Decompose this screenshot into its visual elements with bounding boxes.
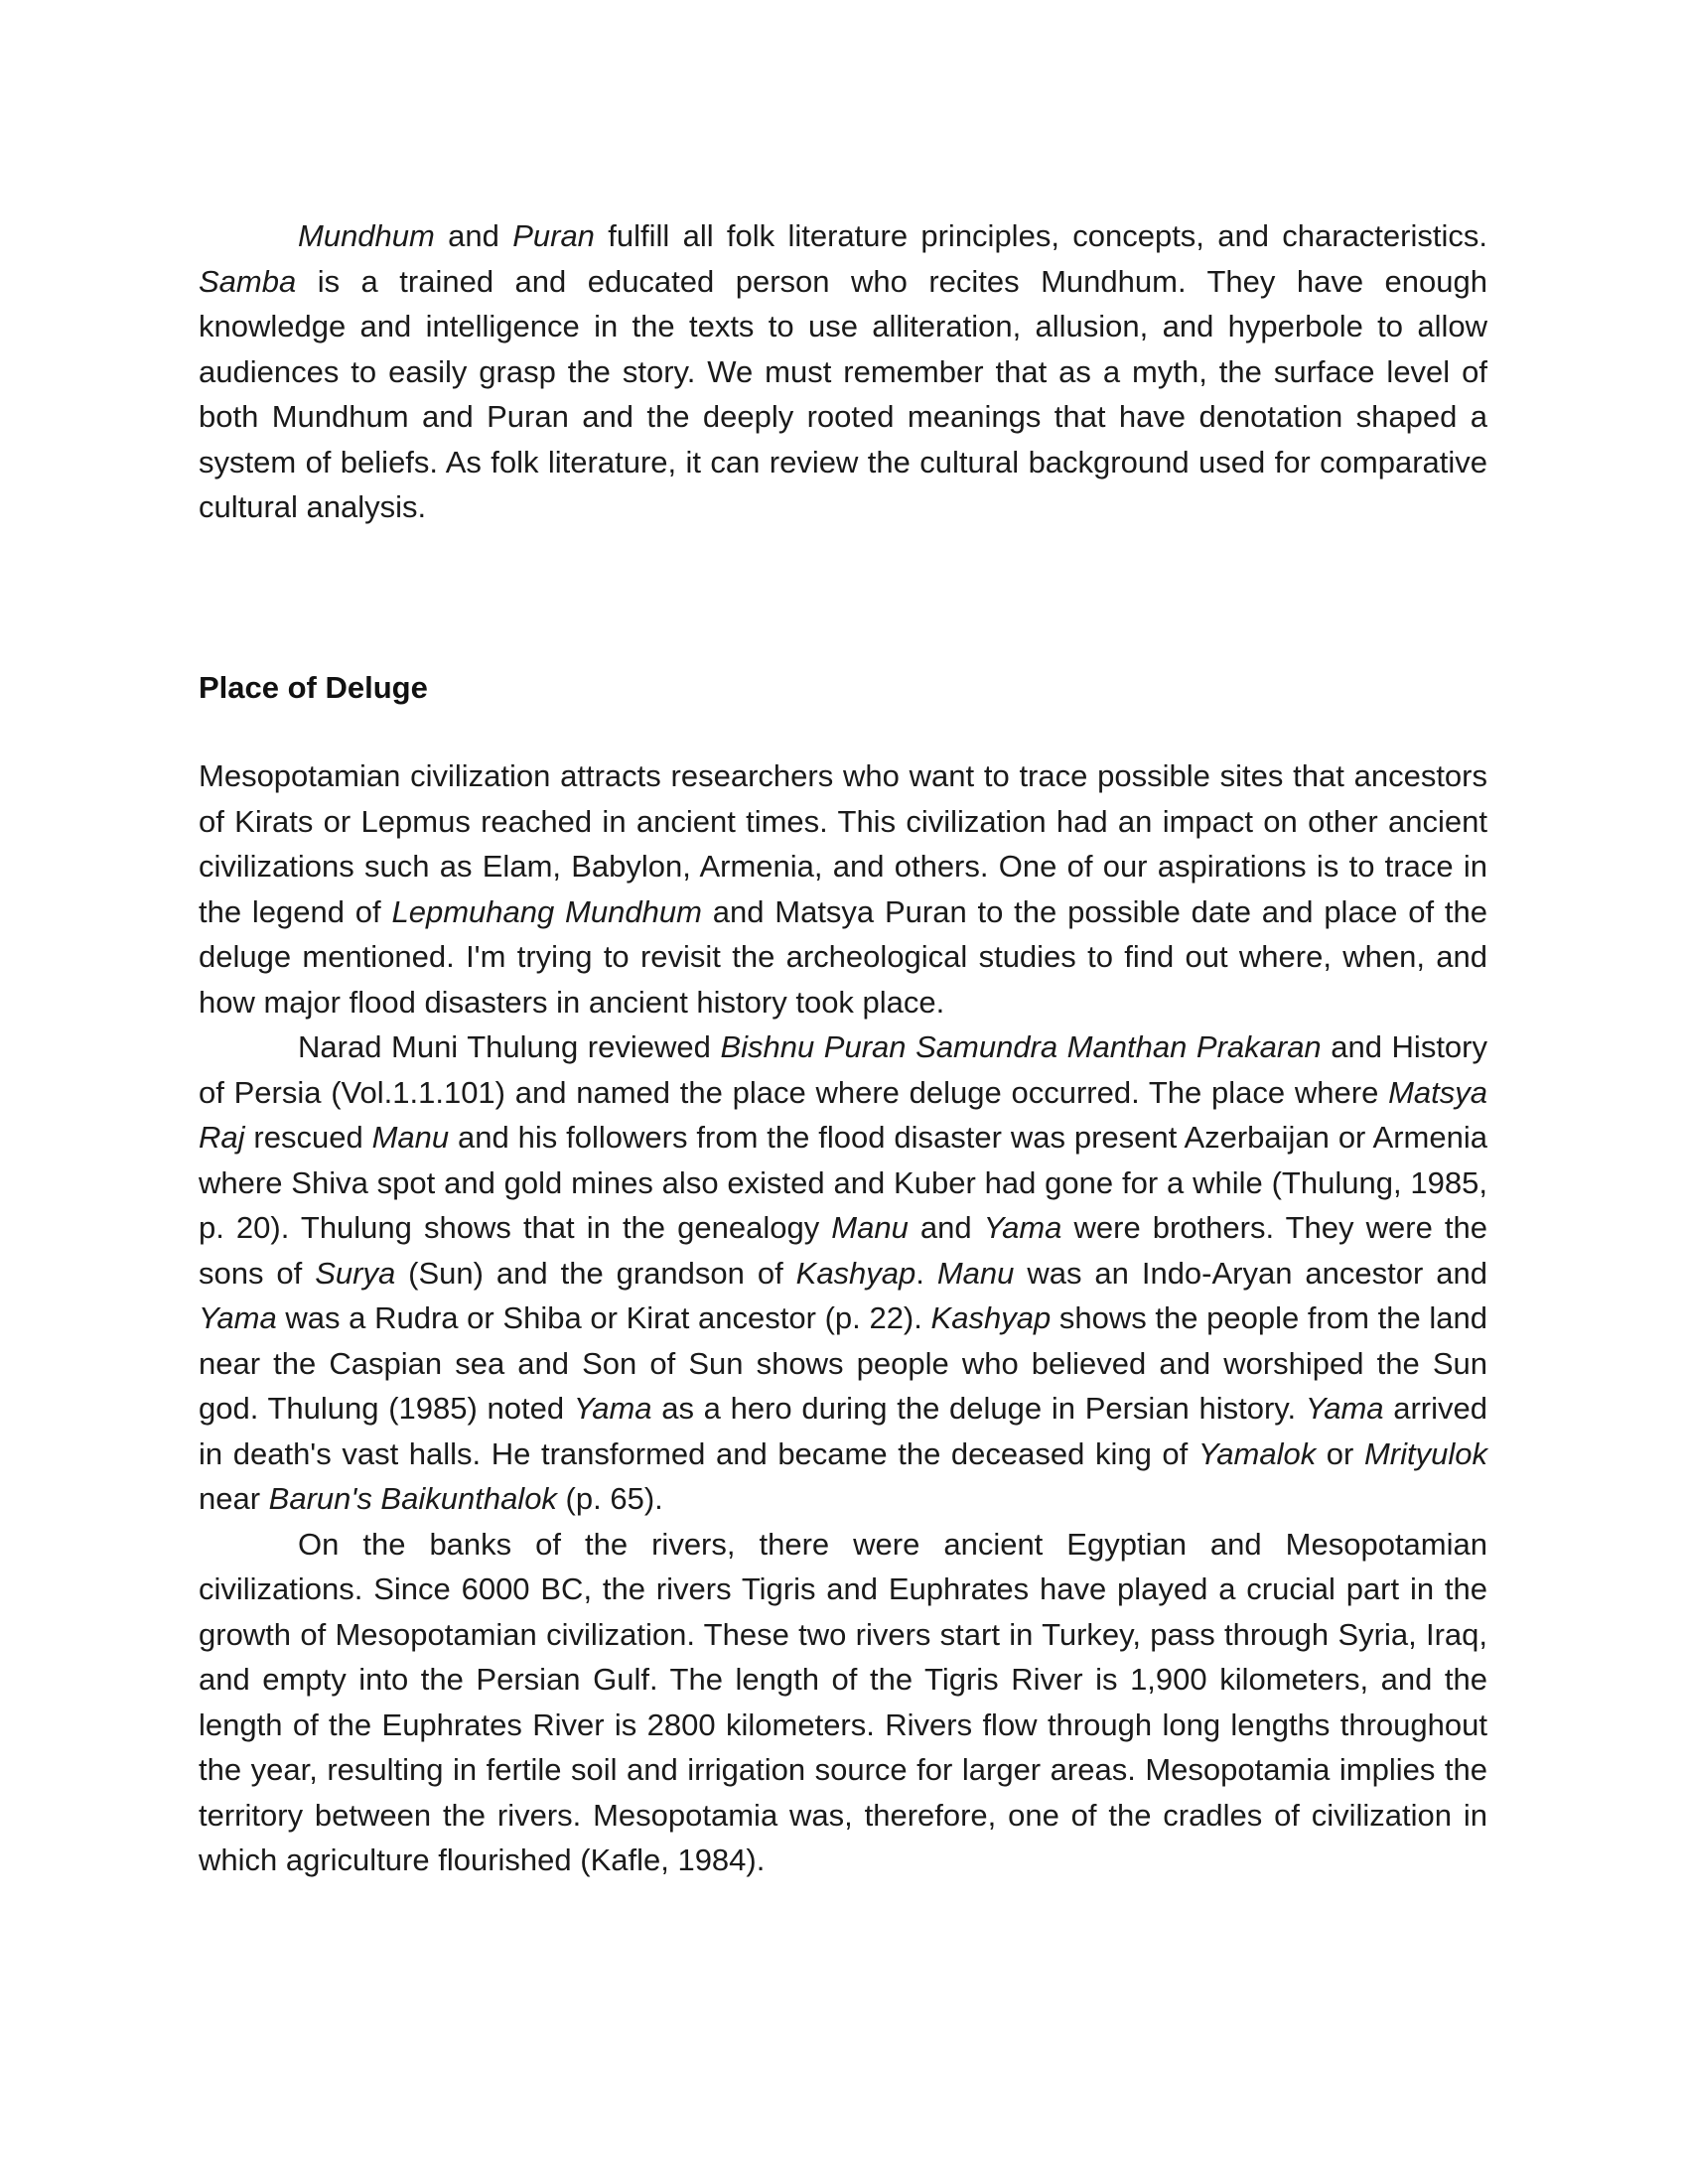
italic-term: Matsya Raj bbox=[199, 1074, 1487, 1155]
text-run: were brothers. They were the sons of bbox=[199, 1210, 1487, 1291]
paragraph-rivers bbox=[199, 1522, 1487, 1883]
text-run: Narad Muni Thulung reviewed bbox=[298, 1029, 721, 1064]
text-run: near bbox=[199, 1481, 269, 1516]
paragraph-folk-literature bbox=[199, 213, 1487, 530]
italic-term: Barun's Baikunthalok bbox=[268, 1481, 557, 1516]
section-heading: Place of Deluge bbox=[199, 669, 428, 705]
text-run: was an Indo-Aryan ancestor and bbox=[1014, 1255, 1487, 1291]
text-run: is a trained and educated person who recites Mundhum. They have enough knowledge and intelligence in the texts to use alliteration, allusion, and hyperbole to allow audiences to easily grasp the story. We must remember that as a myth, the surface level of both Mundhum and Puran and the deeply rooted meanings that have denotation shaped a system of beliefs. As folk literature, it can review the cultural background used for comparative cultural analysis. bbox=[199, 263, 1487, 524]
italic-term: Manu bbox=[371, 1120, 450, 1155]
italic-term: Manu bbox=[831, 1210, 909, 1245]
italic-term: Kashyap bbox=[795, 1255, 916, 1291]
text-run: On the banks of the rivers, there were ancient Egyptian and Mesopotamian civilizations. Since 6000 BC, the rivers Tigris and Euphrates have played a crucial part in the growth of Mesopotamian civilization. These two rivers start in Turkey, pass through Syria, Iraq, and empty into the Persian Gulf. The length of the Tigris River is 1,900 kilometers, and the length of the Euphrates River is 2800 kilometers. Rivers flow through long lengths throughout the year, resulting in fertile soil and irrigation source for larger areas. Mesopotamia implies the territory between the rivers. Mesopotamia was, therefore, one of the cradles of civilization in which agriculture flourished (Kafle, 1984). bbox=[199, 1526, 1487, 1877]
text-run: and bbox=[908, 1210, 984, 1245]
text-run: shows the people from the land near the Caspian sea and Son of Sun shows people who believed and worshiped the Sun god. Thulung (1985) noted bbox=[199, 1300, 1487, 1426]
text-run: Mesopotamian civilization attracts researchers who want to trace possible sites that ancestors of Kirats or Lepmus reached in ancient times. This civilization had an impact on other ancient civilizations such as Elam, Babylon, Armenia, and others. One of our aspirations is to trace in the legend of bbox=[199, 758, 1487, 929]
text-run: fulfill all folk literature principles, concepts, and characteristics. bbox=[594, 218, 1487, 253]
italic-term: Lepmuhang Mundhum bbox=[391, 893, 702, 929]
text-run: and bbox=[434, 218, 513, 253]
italic-term: Puran bbox=[512, 218, 595, 253]
text-run: or bbox=[1316, 1435, 1364, 1471]
text-run: (Sun) and the grandson of bbox=[395, 1255, 796, 1291]
text-run: (p. 65). bbox=[556, 1481, 663, 1516]
text-run: rescued bbox=[244, 1120, 372, 1155]
paragraph-thulung-review bbox=[199, 1024, 1487, 1522]
paragraph-mesopotamian-civilization bbox=[199, 753, 1487, 1024]
heading-spacer bbox=[199, 710, 1487, 753]
italic-term: Yamalok bbox=[1197, 1435, 1317, 1471]
text-run: and his followers from the flood disaster was present Azerbaijan or Armenia where Shiva spot and gold mines also existed and Kuber had gone for a while (Thulung, 1985, p. 20). Thulung shows that in the genealogy bbox=[199, 1120, 1487, 1245]
italic-term: Manu bbox=[936, 1255, 1015, 1291]
italic-term: Yama bbox=[983, 1210, 1062, 1245]
italic-term: Yama bbox=[1305, 1391, 1384, 1426]
italic-term: Yama bbox=[199, 1300, 277, 1335]
italic-term: Samba bbox=[199, 263, 297, 299]
text-run: arrived in death's vast halls. He transformed and became the deceased king of bbox=[199, 1391, 1487, 1471]
document-body bbox=[199, 213, 1487, 1883]
italic-term: Mrityulok bbox=[1363, 1435, 1487, 1471]
text-run: as a hero during the deluge in Persian history. bbox=[651, 1391, 1306, 1426]
italic-term: Surya bbox=[315, 1255, 396, 1291]
text-run: . bbox=[915, 1255, 937, 1291]
italic-term: Kashyap bbox=[930, 1300, 1052, 1335]
text-run: and History of Persia (Vol.1.1.101) and named the place where deluge occurred. The place where bbox=[199, 1029, 1487, 1110]
italic-term: Yama bbox=[573, 1391, 652, 1426]
italic-term: Mundhum bbox=[298, 218, 435, 253]
text-run: was a Rudra or Shiba or Kirat ancestor (p. 22). bbox=[276, 1300, 931, 1335]
text-run: and Matsya Puran to the possible date and place of the deluge mentioned. I'm trying to revisit the archeological studies to find out where, when, and how major flood disasters in ancient history took place. bbox=[199, 893, 1487, 1020]
section-spacer bbox=[199, 530, 1487, 665]
italic-term: Bishnu Puran Samundra Manthan Prakaran bbox=[720, 1029, 1322, 1064]
